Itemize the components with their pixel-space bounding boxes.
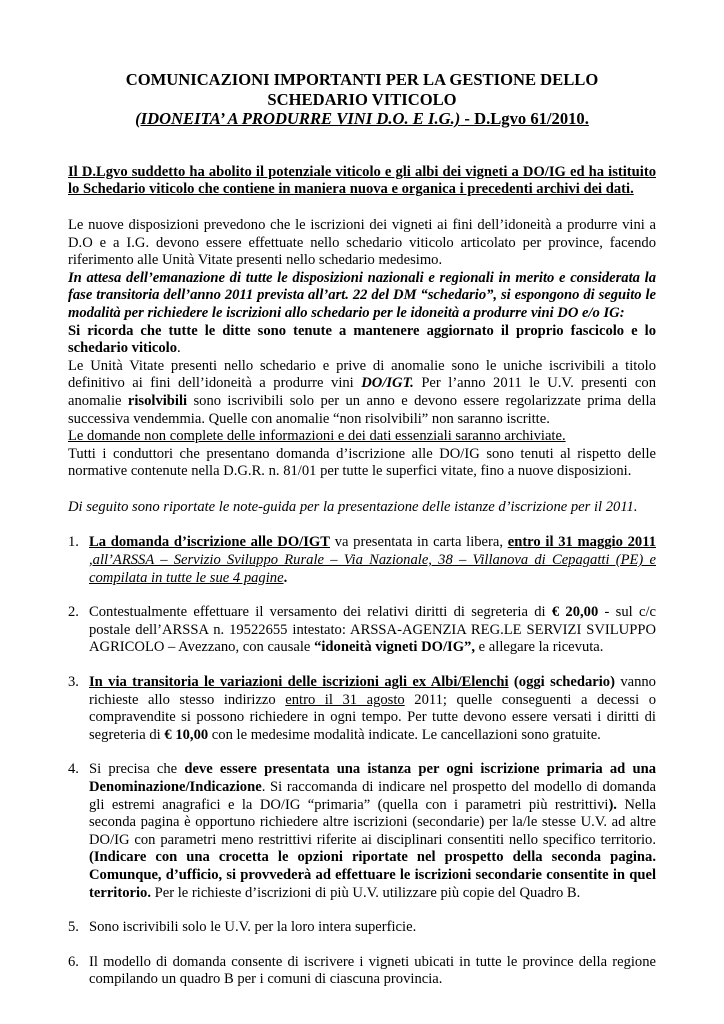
guide-list [68, 534, 656, 988]
item4-text-a: Si precisa che [89, 761, 185, 778]
list-number: 2. [68, 604, 79, 621]
paragraph-vine-units [68, 358, 656, 428]
item3-schedario: (oggi schedario) [508, 674, 615, 691]
item3-deadline: entro il 31 agosto [285, 691, 405, 708]
item3-variations: In via transitoria le variazioni delle iscrizioni agli ex Albi/Elenchi [89, 674, 509, 691]
list-item-2 [68, 604, 656, 657]
item2-fee: € 20,00 [551, 604, 599, 621]
list-item-5 [68, 919, 656, 937]
title-line-2: SCHEDARIO VITICOLO [267, 89, 457, 109]
item3-text-g: con le medesime modalità indicate. Le cancellazioni sono gratuite. [208, 726, 601, 743]
title-line-1: COMUNICAZIONI IMPORTANTI PER LA GESTIONE DELLO [125, 70, 599, 89]
item4-checkbox-note: (Indicare con una crocetta le opzioni riportate nel prospetto della seconda pagina. Comunque, d’ufficio, si provvederà ad effettuare le iscrizioni secondarie consentite in quel territorio. [89, 849, 656, 901]
item1-deadline: entro il 31 maggio 2011 [507, 534, 656, 551]
paragraph-incomplete: Le domande non complete delle informazioni e dei dati essenziali saranno archiviate. [68, 428, 566, 445]
item1-application: La domanda d’iscrizione alle DO/IGT [89, 534, 330, 551]
reminder-bold: Si ricorda che tutte le ditte sono tenute a mantenere aggiornato il proprio fascicolo e lo schedario viticolo [68, 322, 656, 357]
item1-address: ,all’ARSSA – Servizio Sviluppo Rurale – Via Nazionale, 38 – Villanova di Cepagatti (PE) e compilata in tutte le sue 4 pagine [89, 552, 656, 586]
item2-text-c: - sul c/c postale dell’ARSSA n. 19522655 intestato: ARSSA-AGENZIA REG.LE SERVIZI SVILUPPO AGRICOLO – Avezzano, con causale [89, 604, 656, 656]
item1-dot: . [283, 569, 288, 586]
item2-text-a: Contestualmente effettuare il versamento dei relativi diritti di segreteria di [89, 604, 552, 621]
list-number: 3. [68, 674, 79, 691]
item6-text: Il modello di domanda consente di iscrivere i vigneti ubicati in tutte le province della regione compilando un quadro B per i comuni di ciascuna provincia. [89, 953, 656, 988]
list-item-1 [68, 534, 656, 587]
paragraph-new-rules: Le nuove disposizioni prevedono che le iscrizioni dei vigneti ai fini dell’idoneità a produrre vini a D.O e a I.G. devono essere effettuate nello schedario viticolo articolato per province, facendo riferimento alle Unità Vitate presenti nello schedario medesimo. [68, 216, 656, 269]
vine-units-risolvibili: risolvibili [127, 392, 188, 409]
vine-units-text-e: sono iscrivibili solo per un anno e devono essere regolarizzate prima della successiva vendemmia. Quelle con anomalie “non risolvibili” non saranno iscritte. [68, 392, 656, 427]
paragraph-transitional: In attesa dell’emanazione di tutte le disposizioni nazionali e regionali in merito e considerata la fase transitoria dell’anno 2011 prevista all’art. 22 del DM “schedario”, si espongono di seguito le modalità per richiedere le iscrizioni allo schedario per le idoneità a produrre vini DO e/o IG: [68, 269, 656, 321]
list-number: 5. [68, 919, 79, 936]
item2-text-e: e allegare la ricevuta. [475, 639, 604, 656]
item4-close-paren: ). [608, 796, 617, 813]
item4-primary-request: deve essere presentata una istanza per ogni iscrizione primaria ad una Denominazione/Indicazione [89, 761, 656, 795]
intro-paragraph: Il D.Lgvo suddetto ha abolito il potenziale viticolo e gli albi dei vigneti a DO/IG ed ha istituito lo Schedario viticolo che contiene in maniera nuova e organica i precedenti archivi dei dati. [68, 163, 656, 198]
list-item-4 [68, 761, 656, 902]
list-item-6 [68, 954, 656, 989]
title-line-3-rest: - D.Lgvo 61/2010. [460, 109, 589, 129]
item4-text-e: Nella seconda pagina è opportuno richiedere altre iscrizioni (secondarie) per la/le stesse U.V. ad altre DO/IG con parametri meno restrittivi riferite ai disciplinari consentiti nello specifico territorio. [89, 796, 656, 848]
paragraph-reminder [68, 323, 656, 358]
list-item-3 [68, 674, 656, 744]
item1-text-b: va presentata in carta libera, [329, 534, 508, 551]
item3-text-c: vanno richieste allo stesso indirizzo [89, 674, 656, 708]
reminder-dot: . [177, 340, 181, 357]
title-line-3-italic: (IDONEITA’ A PRODURRE VINI D.O. E I.G.) [135, 109, 461, 129]
guide-notes-intro: Di seguito sono riportate le note-guida per la presentazione delle istanze d’iscrizione per il 2011. [68, 498, 638, 515]
item3-text-e: 2011; quelle conseguenti a decessi o compravendite si possono richiedere in ogni tempo. Per tutte devono essere versati i diritti di segreteria di [89, 691, 656, 743]
list-number: 4. [68, 761, 79, 778]
list-number: 1. [68, 534, 79, 551]
document-title [68, 70, 656, 129]
list-number: 6. [68, 953, 79, 970]
item4-text-g: Per le richieste d’iscrizioni di più U.V. utilizzare più copie del Quadro B. [150, 884, 581, 901]
item5-text: Sono iscrivibili solo le U.V. per la loro intera superficie. [89, 919, 417, 936]
vine-units-text-c: Per l’anno 2011 le U.V. presenti con anomalie [68, 375, 656, 409]
vine-units-doigt: DO/IGT. [361, 375, 414, 392]
vine-units-text-a: Le Unità Vitate presenti nello schedario e prive di anomalie sono le uniche iscrivibili a titolo definitivo ai fini dell’idoneità a produrre vini [68, 357, 656, 392]
item4-text-c: . Si raccomanda di indicare nel prospetto del modello di domanda gli estremi anagrafici e la DO/IG “primaria” (quella con i parametri più restrittivi [89, 779, 656, 813]
paragraph-conductors: Tutti i conduttori che presentano domanda d’iscrizione alle DO/IG sono tenuti al rispetto delle normative contenute nella D.G.R. n. 81/01 per tutte le superfici vitate, fino a nuove disposizioni. [68, 445, 656, 480]
item2-causale: “idoneità vigneti DO/IG”, [314, 639, 476, 656]
item3-fee: € 10,00 [164, 726, 209, 743]
